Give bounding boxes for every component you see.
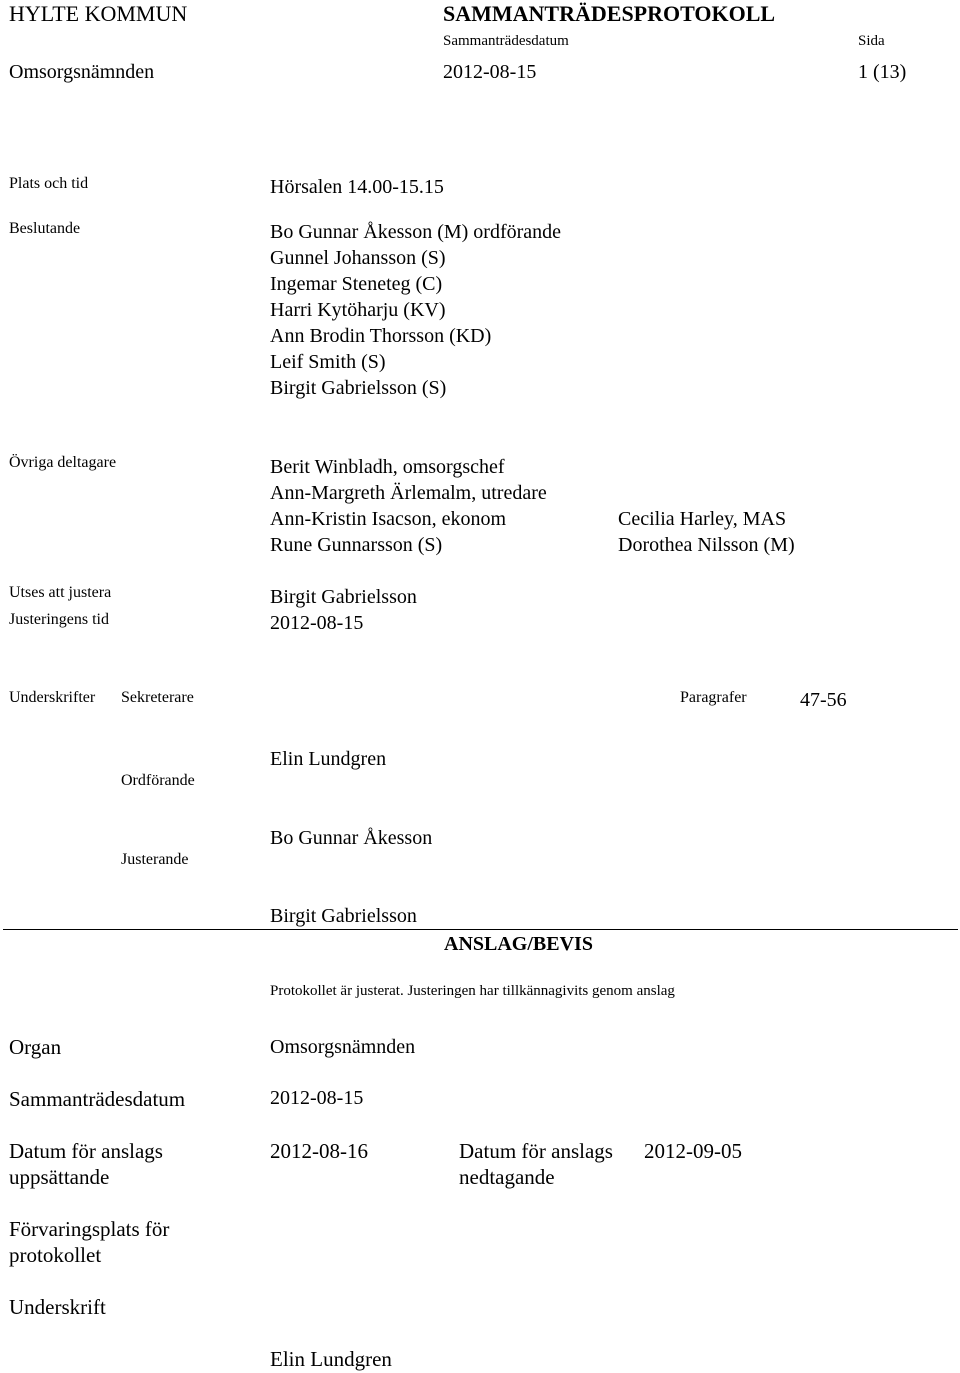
participant: Dorothea Nilsson (M) xyxy=(618,534,795,556)
organ-label: Organ xyxy=(9,1035,62,1059)
storage-label-line1: Förvaringsplats för xyxy=(9,1217,170,1241)
member: Bo Gunnar Åkesson (M) ordförande xyxy=(270,221,562,243)
place-label: Plats och tid xyxy=(9,175,89,192)
place-value: Hörsalen 14.00-15.15 xyxy=(270,176,444,198)
member: Birgit Gabrielsson (S) xyxy=(270,377,447,399)
member: Gunnel Johansson (S) xyxy=(270,247,446,269)
posted-date-label-line1: Datum för anslags xyxy=(9,1139,163,1163)
participant: Berit Winbladh, omsorgschef xyxy=(270,456,505,478)
signatures-label: Underskrifter xyxy=(9,689,96,706)
other-participants-label: Övriga deltagare xyxy=(9,454,117,471)
participant: Ann-Kristin Isacson, ekonom xyxy=(270,508,507,530)
adjuster-name: Birgit Gabrielsson xyxy=(270,905,417,927)
other-participants-col1 xyxy=(270,454,547,558)
participant: Ann-Margreth Ärlemalm, utredare xyxy=(270,482,547,504)
secretary-name: Elin Lundgren xyxy=(270,748,387,770)
member: Ingemar Steneteg (C) xyxy=(270,273,443,295)
storage-label-line2: protokollet xyxy=(9,1243,102,1267)
paragraphs-value: 47-56 xyxy=(800,689,847,711)
committee-name: Omsorgsnämnden xyxy=(9,61,155,83)
posted-date-value: 2012-08-16 xyxy=(270,1139,368,1163)
member: Harri Kytöharju (KV) xyxy=(270,299,446,321)
adjustment-time-label: Justeringens tid xyxy=(9,611,109,628)
participant: Rune Gunnarsson (S) xyxy=(270,534,443,556)
chair-name: Bo Gunnar Åkesson xyxy=(270,827,433,849)
meeting-date-label: Sammanträdesdatum xyxy=(9,1087,186,1111)
participant: Cecilia Harley, MAS xyxy=(618,508,787,530)
member: Ann Brodin Thorsson (KD) xyxy=(270,325,492,347)
paragraphs-label: Paragrafer xyxy=(680,689,747,706)
signature-label: Underskrift xyxy=(9,1295,106,1319)
secretary-label: Sekreterare xyxy=(121,689,194,706)
removed-date-label-line2: nedtagande xyxy=(459,1165,555,1189)
municipality-name: HYLTE KOMMUN xyxy=(9,1,188,26)
removed-date-label-line1: Datum för anslags xyxy=(459,1139,613,1163)
signature-name: Elin Lundgren xyxy=(270,1347,392,1371)
adjustment-time-value: 2012-08-15 xyxy=(270,612,364,634)
decision-makers-list xyxy=(270,219,561,401)
page-label: Sida xyxy=(858,33,885,49)
meeting-date: 2012-08-15 xyxy=(443,61,537,83)
date-label: Sammanträdesdatum xyxy=(443,33,569,49)
adjuster-label: Justerande xyxy=(121,851,189,868)
posted-date-label-line2: uppsättande xyxy=(9,1165,110,1189)
appointed-adjuster-value: Birgit Gabrielsson xyxy=(270,586,417,608)
section-divider xyxy=(3,929,958,930)
appointed-adjuster-label: Utses att justera xyxy=(9,584,112,601)
removed-date-value: 2012-09-05 xyxy=(644,1139,742,1163)
meeting-date-value: 2012-08-15 xyxy=(270,1087,364,1109)
member: Leif Smith (S) xyxy=(270,351,386,373)
decision-makers-label: Beslutande xyxy=(9,220,81,237)
page-number: 1 (13) xyxy=(858,61,907,83)
other-participants-col2 xyxy=(618,506,795,558)
chair-label: Ordförande xyxy=(121,772,195,789)
organ-value: Omsorgsnämnden xyxy=(270,1036,416,1058)
document-type: SAMMANTRÄDESPROTOKOLL xyxy=(443,1,776,26)
notice-title: ANSLAG/BEVIS xyxy=(444,933,593,955)
notice-statement: Protokollet är justerat. Justeringen har tillkännagivits genom anslag xyxy=(270,983,675,999)
